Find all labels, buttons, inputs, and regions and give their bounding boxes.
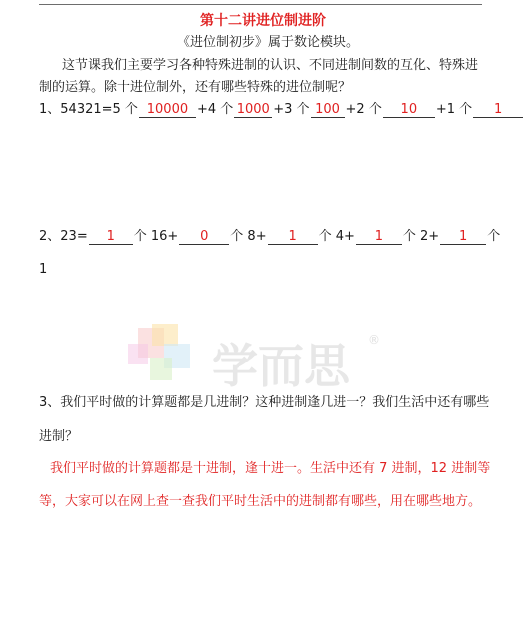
q1-text-5: +1 个	[435, 102, 473, 117]
q2-blank-2	[179, 229, 229, 245]
q1-answer-3: 100	[315, 102, 340, 117]
q1-text-3: +3 个	[273, 102, 310, 117]
q3-answer-line-2: 等，大家可以在网上查一查我们平时生活中的进制都有哪些，用在哪些地方。	[39, 494, 482, 509]
q2-answer-5: 1	[459, 229, 468, 244]
question-1	[39, 101, 524, 119]
q1-blank-4	[383, 102, 435, 118]
q1-blank-2	[234, 102, 272, 118]
q2-text-3: 个 8+	[230, 229, 267, 244]
q2-answer-2: 0	[200, 229, 209, 244]
q2-blank-5	[440, 229, 486, 245]
q2-text-4: 个 4+	[318, 229, 355, 244]
watermark-registered-mark: ®	[368, 333, 380, 347]
q2-lead: 2、23=	[39, 229, 88, 244]
intro-line-1: 这节课我们主要学习各种特殊进制的认识、不同进制间数的互化、特殊进	[62, 58, 479, 73]
q2-blank-1	[89, 229, 133, 245]
q2-text-6: 个	[487, 229, 501, 244]
header-rule	[39, 4, 482, 5]
q3-answer-line-1: 我们平时做的计算题都是十进制，逢十进一。生活中还有 7 进制，12 进制等	[50, 461, 491, 476]
q1-blank-3	[311, 102, 345, 118]
q2-blank-4	[356, 229, 402, 245]
q1-answer-5: 1	[493, 102, 503, 117]
q2-line-2: 1	[39, 262, 48, 277]
q1-lead: 1、54321=5 个	[39, 102, 138, 117]
watermark-text: 学而思	[212, 339, 350, 393]
q3-line-1: 3、我们平时做的计算题都是几进制？这种进制逢几进一？我们生活中还有哪些	[39, 395, 490, 410]
q1-blank-5	[473, 102, 523, 118]
subtitle: 《进位制初步》属于数论模块。	[177, 35, 360, 50]
wm-square-2	[152, 324, 178, 346]
q1-answer-1: 10000	[146, 102, 189, 117]
q2-text-5: 个 2+	[402, 229, 440, 244]
q1-answer-4: 10	[400, 102, 418, 117]
q2-blank-3	[268, 229, 318, 245]
watermark-graphic	[128, 322, 388, 398]
wm-square-5	[128, 344, 148, 364]
q2-answer-1: 1	[106, 229, 115, 244]
q2-answer-3: 1	[288, 229, 297, 244]
q1-text-4: +2 个	[345, 102, 382, 117]
q2-answer-4: 1	[374, 229, 384, 244]
question-2	[39, 228, 500, 246]
q1-answer-2: 1000	[236, 102, 270, 117]
q3-line-2: 进制？	[39, 429, 79, 444]
wm-square-4	[150, 358, 172, 380]
q1-blank-1	[139, 102, 196, 118]
q2-text-2: 个 16+	[133, 229, 179, 244]
intro-line-2: 制的运算。除十进位制外，还有哪些特殊的进位制呢？	[39, 80, 352, 95]
page-title: 第十二讲进位制进阶	[200, 13, 326, 29]
watermark-logo	[128, 322, 388, 398]
q1-text-2: +4 个	[196, 102, 234, 117]
